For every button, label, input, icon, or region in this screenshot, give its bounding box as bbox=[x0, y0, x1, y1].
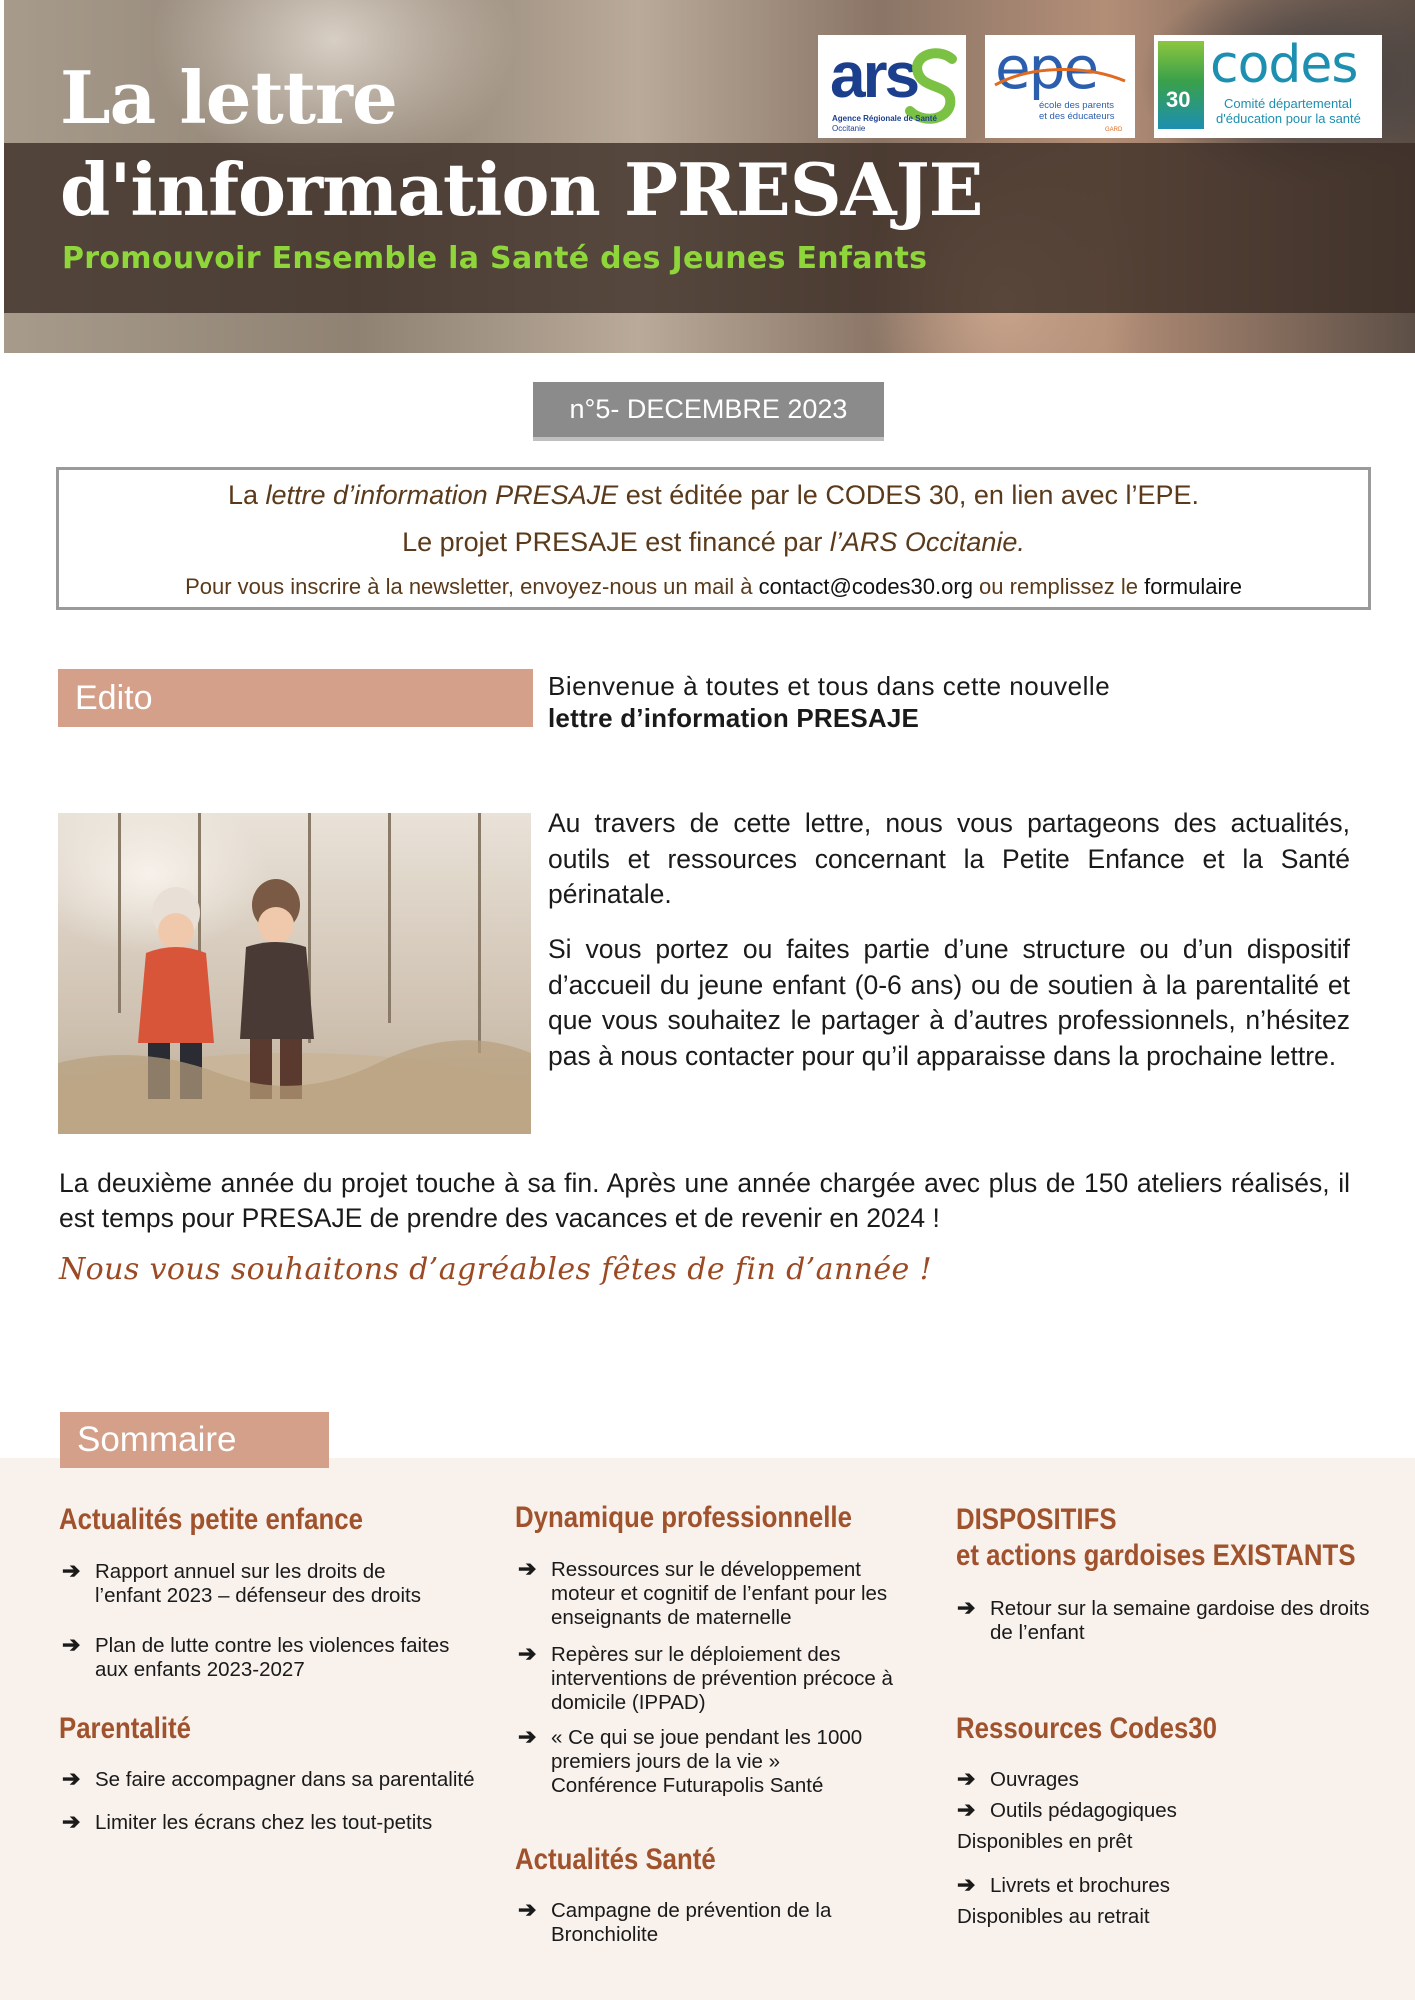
list-item[interactable] bbox=[518, 1558, 918, 1630]
list-item[interactable] bbox=[518, 1643, 918, 1715]
list-item-label: Livrets et brochures bbox=[990, 1874, 1171, 1897]
arrow-right-icon: ➔ bbox=[957, 1766, 976, 1791]
info-line-3-text: Pour vous inscrire à la newsletter, envoyez-nous un mail à bbox=[185, 574, 759, 599]
list-item-label: Repères sur le déploiement des interventions de prévention précoce à domicile (IPPAD) bbox=[551, 1643, 893, 1714]
section-dispositifs-line-2: et actions gardoises EXISTANTS bbox=[956, 1539, 1356, 1572]
ressources-note-retrait: Disponibles au retrait bbox=[957, 1905, 1150, 1928]
list-item-label: Rapport annuel sur les droits de l’enfant 2023 – défenseur des droits bbox=[95, 1560, 421, 1607]
list-item-label: Campagne de prévention de la Bronchiolite bbox=[551, 1899, 832, 1946]
list-item[interactable] bbox=[957, 1768, 1377, 1792]
formulaire-link[interactable]: formulaire bbox=[1144, 574, 1242, 599]
list-item-label: Outils pédagogiques bbox=[990, 1799, 1177, 1822]
epe-logo-text: epe bbox=[995, 34, 1098, 102]
holiday-greeting: Nous vous souhaitons d’agréables fêtes de fin d’année ! bbox=[59, 1252, 933, 1287]
codes-logo-line2: d'éducation pour la santé bbox=[1216, 111, 1361, 126]
arrow-right-icon: ➔ bbox=[957, 1872, 976, 1897]
list-item[interactable] bbox=[957, 1799, 1377, 1823]
list-item-label: Ouvrages bbox=[990, 1768, 1079, 1791]
arrow-right-icon: ➔ bbox=[957, 1797, 976, 1822]
ars-logo-caption: Agence Régionale de Santé bbox=[832, 114, 937, 123]
edito-paragraph-1: Au travers de cette lettre, nous vous partageons des actualités, outils et ressources concernant la Petite Enfance et la Santé périnatale. bbox=[548, 808, 1350, 909]
list-item[interactable] bbox=[62, 1560, 452, 1608]
children-winter-photo bbox=[58, 813, 531, 1134]
codes-logo-line1: Comité départemental bbox=[1224, 96, 1352, 111]
info-line-3-mid: ou remplissez le bbox=[972, 574, 1145, 599]
codes-number: 30 bbox=[1166, 87, 1191, 112]
section-dynamique-professionnelle[interactable]: Dynamique professionnelle bbox=[515, 1501, 852, 1534]
list-item-label: « Ce qui se joue pendant les 1000 premiers jours de la vie » Conférence Futurapolis Santé bbox=[551, 1726, 863, 1797]
list-item-label: Limiter les écrans chez les tout-petits bbox=[95, 1811, 433, 1834]
ars-logo-text: ars bbox=[830, 39, 918, 111]
arrow-right-icon: ➔ bbox=[62, 1632, 81, 1657]
section-ressources-codes30[interactable]: Ressources Codes30 bbox=[956, 1712, 1218, 1745]
title-line-2: d'information PRESAJE bbox=[60, 147, 983, 232]
section-dispositifs[interactable] bbox=[956, 1502, 1356, 1574]
info-line-1 bbox=[59, 480, 1368, 511]
header-banner bbox=[4, 0, 1415, 353]
info-line-2-text: Le projet PRESAJE est financé par bbox=[402, 527, 830, 557]
list-item[interactable] bbox=[957, 1597, 1397, 1645]
section-dispositifs-line-1: DISPOSITIFS bbox=[956, 1503, 1117, 1536]
info-box bbox=[56, 467, 1371, 610]
info-line-3 bbox=[59, 574, 1368, 600]
section-parentalite[interactable]: Parentalité bbox=[59, 1712, 191, 1745]
arrow-right-icon: ➔ bbox=[62, 1809, 81, 1834]
section-actualites-petite-enfance[interactable]: Actualités petite enfance bbox=[59, 1503, 363, 1536]
edito-paragraph-2: Si vous portez ou faites partie d’une structure ou d’un dispositif d’accueil du jeune enfant (0-6 ans) ou de soutien à la parentalité et que vous souhaitez le partager à d’autres professionnels, n’hésitez pas à nous contacter pour qu’il apparaisse dans la prochaine lettre. bbox=[548, 934, 1350, 1071]
welcome-line-1: Bienvenue à toutes et tous dans cette nouvelle bbox=[548, 671, 1111, 701]
info-line-1-text: La bbox=[227, 480, 266, 510]
epe-logo-line2: et des éducateurs bbox=[1039, 111, 1115, 122]
section-actualites-sante[interactable]: Actualités Santé bbox=[515, 1843, 716, 1876]
epe-logo-gard: GARD bbox=[1105, 127, 1123, 133]
list-item[interactable] bbox=[518, 1899, 878, 1947]
list-item[interactable] bbox=[62, 1811, 502, 1835]
list-item[interactable] bbox=[518, 1726, 888, 1798]
list-item[interactable] bbox=[957, 1874, 1377, 1898]
info-line-1-end: est éditée par le CODES 30, en lien avec l’EPE. bbox=[618, 480, 1199, 510]
epe-logo-line1: école des parents bbox=[1039, 100, 1114, 111]
title-line-1: La lettre bbox=[60, 55, 397, 140]
info-line-2 bbox=[59, 527, 1368, 558]
arrow-right-icon: ➔ bbox=[62, 1558, 81, 1583]
codes-logo-text: codes bbox=[1210, 35, 1358, 95]
codes-logo bbox=[1154, 35, 1382, 138]
ars-logo-region: Occitanie bbox=[832, 124, 866, 133]
list-item-label: Ressources sur le développement moteur et cognitif de l’enfant pour les enseignants de maternelle bbox=[551, 1558, 888, 1629]
welcome-line-2: lettre d’information PRESAJE bbox=[548, 703, 920, 733]
header-subtitle: Promouvoir Ensemble la Santé des Jeunes Enfants bbox=[62, 241, 928, 276]
contact-email-link[interactable]: contact@codes30.org bbox=[758, 574, 973, 599]
sommaire-heading: Sommaire bbox=[60, 1412, 329, 1468]
arrow-right-icon: ➔ bbox=[957, 1595, 976, 1620]
list-item-label: Se faire accompagner dans sa parentalité bbox=[95, 1768, 475, 1791]
arrow-right-icon: ➔ bbox=[518, 1556, 537, 1581]
issue-badge: n°5- DECEMBRE 2023 bbox=[533, 382, 884, 441]
arrow-right-icon: ➔ bbox=[518, 1724, 537, 1749]
list-item-label: Retour sur la semaine gardoise des droits de l’enfant bbox=[990, 1597, 1370, 1644]
info-line-2-italic: l’ARS Occitanie. bbox=[829, 527, 1025, 557]
ars-logo bbox=[818, 35, 966, 138]
epe-swoosh-icon bbox=[991, 63, 1129, 93]
arrow-right-icon: ➔ bbox=[518, 1897, 537, 1922]
edito-welcome bbox=[548, 670, 1328, 734]
edito-paragraph-3: La deuxième année du projet touche à sa fin. Après une année chargée avec plus de 150 ateliers réalisés, il est temps pour PRESAJE de prendre des vacances et de revenir en 2024 ! bbox=[59, 1168, 1350, 1233]
codes-emblem bbox=[1158, 41, 1204, 129]
edito-heading: Edito bbox=[58, 669, 533, 727]
ressources-note-pret: Disponibles en prêt bbox=[957, 1830, 1133, 1853]
arrow-right-icon: ➔ bbox=[518, 1641, 537, 1666]
epe-logo bbox=[985, 35, 1135, 138]
children-illustration bbox=[58, 813, 531, 1134]
arrow-right-icon: ➔ bbox=[62, 1766, 81, 1791]
list-item[interactable] bbox=[62, 1768, 502, 1792]
info-line-1-italic: lettre d’information PRESAJE bbox=[265, 480, 619, 510]
list-item-label: Plan de lutte contre les violences faites aux enfants 2023-2027 bbox=[95, 1634, 450, 1681]
list-item[interactable] bbox=[62, 1634, 452, 1682]
